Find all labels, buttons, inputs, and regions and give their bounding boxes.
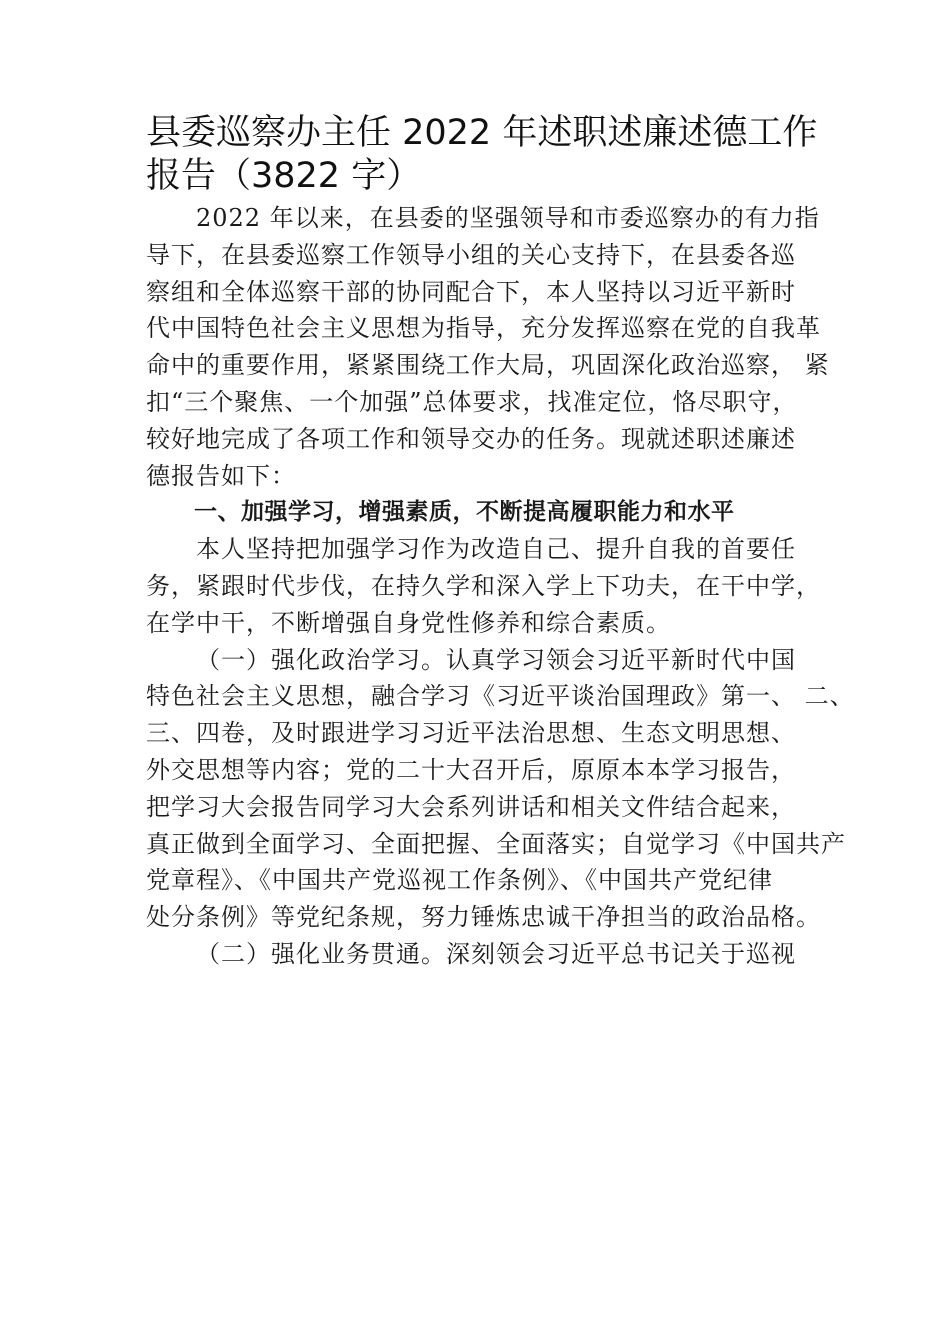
paragraph-line: （二）强化业务贯通。深刻领会习近平总书记关于巡视 [196, 939, 796, 968]
heading-line: 一、加强学习，增强素质，不断提高履职能力和水平 [194, 499, 735, 526]
paragraph-line: 扣“三个聚焦、一个加强”总体要求，找准定位，恪尽职守， [146, 387, 798, 416]
section-heading [146, 494, 846, 531]
paragraph [146, 936, 846, 973]
paragraph-line: 德报告如下： [146, 461, 296, 490]
paragraph-line: 命中的重要作用，紧紧围绕工作大局，巩固深化政治巡察， 紧 [146, 351, 830, 380]
paragraph-line: 导下，在县委巡察工作领导小组的关心支持下，在县委各巡 [146, 240, 796, 269]
paragraph-line: 外交思想等内容；党的二十大召开后，原原本本学习报告， [146, 755, 796, 784]
paragraph-line: 2022 年以来，在县委的坚强领导和市委巡察办的有力指 [196, 204, 820, 232]
paragraph [146, 531, 846, 641]
document-body [146, 200, 855, 973]
paragraph-line: （一）强化政治学习。认真学习领会习近平新时代中国 [196, 645, 796, 674]
document-title [146, 112, 836, 198]
paragraph-line: 代中国特色社会主义思想为指导，充分发挥巡察在党的自我革 [146, 314, 821, 343]
paragraph-line: 察组和全体巡察干部的协同配合下，本人坚持以习近平新时 [146, 277, 796, 306]
paragraph-line: 党章程》、《中国共产党巡视工作条例》、《中国共产党纪律 [146, 866, 773, 895]
paragraph-line: 真正做到全面学习、全面把握、全面落实；自觉学习《中国共产 [146, 829, 846, 858]
title-line: 县委巡察办主任 2022 年述职述廉述德工作 [146, 113, 818, 153]
paragraph-line: 三、四卷，及时跟进学习习近平法治思想、生态文明思想、 [146, 719, 796, 748]
paragraph [146, 642, 855, 936]
paragraph-line: 把学习大会报告同学习大会系列讲话和相关文件结合起来， [146, 792, 796, 821]
paragraph [146, 200, 846, 494]
paragraph-line: 处分条例》等党纪条规，努力锤炼忠诚干净担当的政治品格。 [146, 903, 821, 932]
title-line: 报告（3822 字） [146, 156, 422, 196]
paragraph-line: 特色社会主义思想，融合学习《习近平谈治国理政》第一、 二、 [146, 682, 855, 711]
paragraph-line: 在学中干，不断增强自身党性修养和综合素质。 [146, 608, 671, 637]
paragraph-line: 务，紧跟时代步伐，在持久学和深入学上下功夫，在干中学， [146, 571, 821, 600]
paragraph-line: 较好地完成了各项工作和领导交办的任务。现就述职述廉述 [146, 424, 796, 453]
paragraph-line: 本人坚持把加强学习作为改造自己、提升自我的首要任 [196, 535, 796, 564]
